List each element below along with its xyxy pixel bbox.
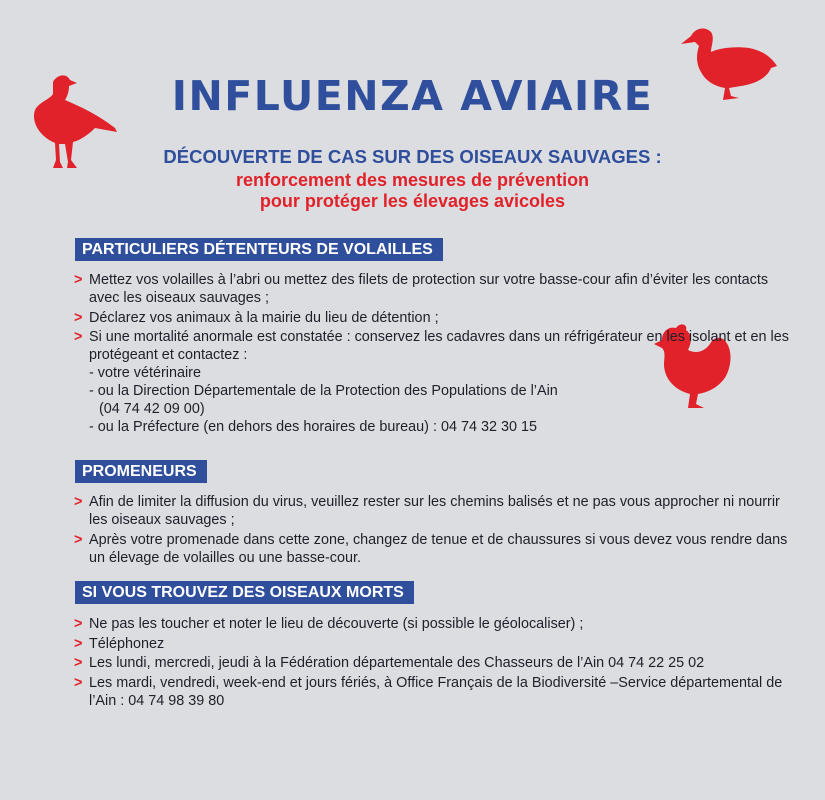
bullet-arrow-icon: > <box>74 635 83 652</box>
bullet-list <box>74 615 794 711</box>
list-item <box>74 654 794 672</box>
item-text: Après votre promenade dans cette zone, changez de tenue et de chaussures si vous devez vous rendre dans un élevage de volailles ou une basse-cour. <box>89 531 788 566</box>
item-text: Ne pas les toucher et noter le lieu de découverte (si possible le géolocaliser) ; <box>89 616 584 632</box>
subtitle: DÉCOUVERTE DE CAS SUR DES OISEAUX SAUVAGES : <box>163 146 662 167</box>
section-heading: PARTICULIERS DÉTENTEURS DE VOLAILLES <box>75 238 443 261</box>
list-item <box>74 674 794 710</box>
bullet-arrow-icon: > <box>74 616 83 632</box>
bullet-arrow-icon: > <box>74 309 83 326</box>
list-item <box>74 635 794 653</box>
bullet-list <box>74 493 794 568</box>
section-heading: SI VOUS TROUVEZ DES OISEAUX MORTS <box>75 581 414 604</box>
item-text: Téléphonez <box>89 635 165 652</box>
subtitle-red-line: renforcement des mesures de prévention <box>235 170 590 190</box>
bullet-arrow-icon: > <box>74 674 83 691</box>
item-text: Mettez vos volailles à l’abri ou mettez des filets de protection sur votre basse-cour afin d’éviter les contacts avec les oiseaux sauvages ; <box>89 272 769 306</box>
list-item <box>74 328 794 436</box>
subtitle-red-line: pour protéger les élevages avicoles <box>259 191 566 211</box>
list-item <box>74 493 794 529</box>
list-item <box>74 615 794 633</box>
sub-item: - ou la Direction Départementale de la Protection des Populations de l’Ain <box>89 383 558 399</box>
list-item <box>74 531 794 567</box>
bullet-arrow-icon: > <box>74 531 83 548</box>
sub-item: - ou la Préfecture (en dehors des horaires de bureau) : 04 74 32 30 15 <box>89 419 537 435</box>
item-text: Les mardi, vendredi, week-end et jours fériés, à Office Français de la Biodiversité –Service départemental de l’Ain : 04 74 98 39 80 <box>89 674 783 709</box>
subtitle-red <box>0 170 825 212</box>
item-text: Déclarez vos animaux à la mairie du lieu de détention ; <box>89 309 439 326</box>
sub-item: - votre vétérinaire <box>89 365 201 381</box>
bullet-arrow-icon: > <box>74 655 83 671</box>
item-text: Afin de limiter la diffusion du virus, veuillez rester sur les chemins balisés et ne pas vous approcher ni nourrir les oiseaux sauvages ; <box>89 494 780 528</box>
sub-item: (04 74 42 09 00) <box>99 401 205 417</box>
page-title: INFLUENZA AVIAIRE <box>171 72 654 120</box>
list-item <box>74 309 794 327</box>
list-item <box>74 271 794 307</box>
bullet-list <box>74 271 794 438</box>
bullet-arrow-icon: > <box>74 272 83 288</box>
item-text: Si une mortalité anormale est constatée : conservez les cadavres dans un réfrigérateur en les isolant et en les protégeant et contactez : <box>89 329 789 363</box>
section-heading: PROMENEURS <box>75 460 207 483</box>
item-text: Les lundi, mercredi, jeudi à la Fédération départementale des Chasseurs de l’Ain 04 74 22 25 02 <box>89 655 705 671</box>
bullet-arrow-icon: > <box>74 494 83 510</box>
bullet-arrow-icon: > <box>74 329 83 345</box>
